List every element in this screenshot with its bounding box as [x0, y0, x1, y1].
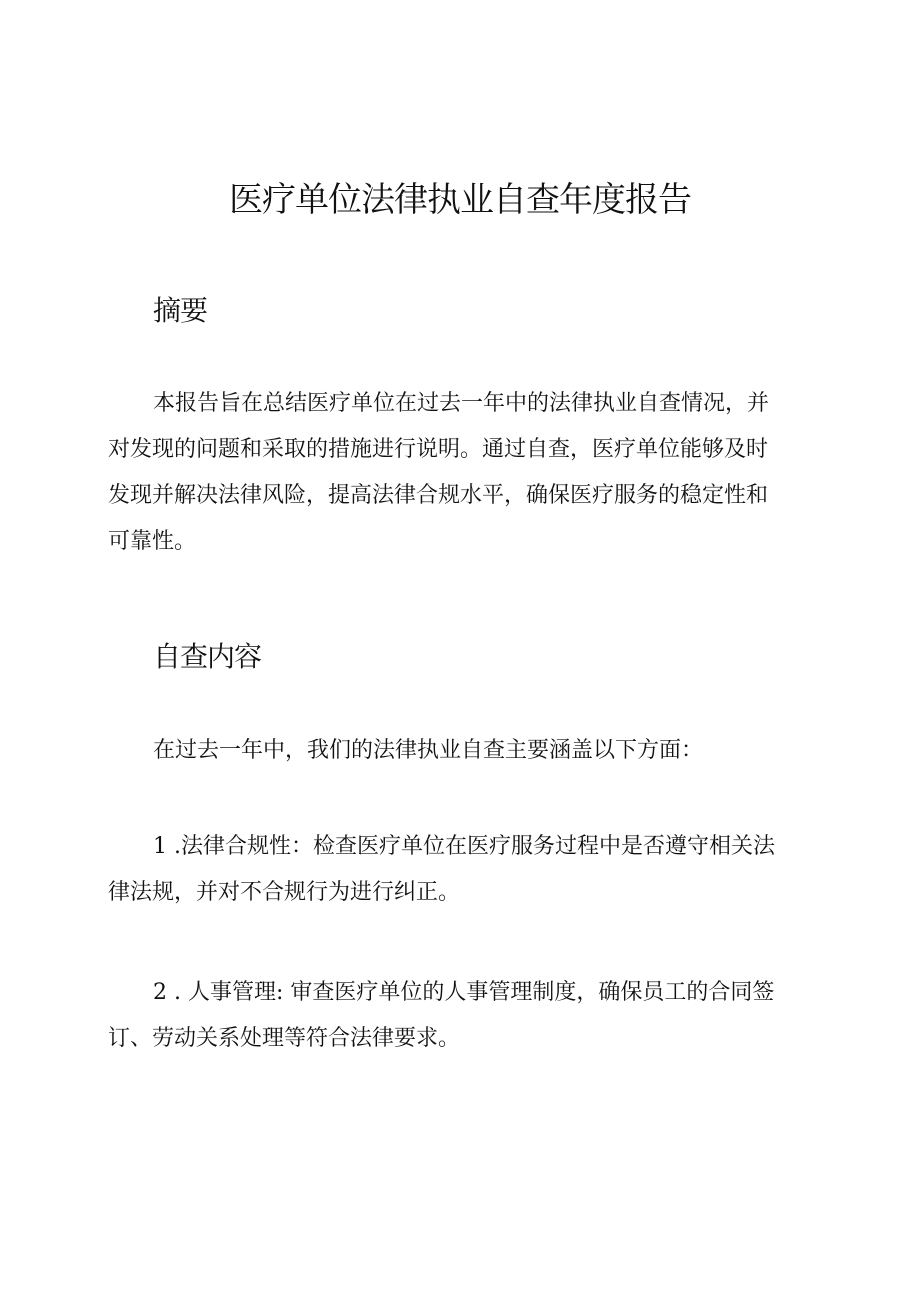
summary-line: 发现并解决法律风险，提高法律合规水平，确保医疗服务的稳定性和: [108, 483, 769, 508]
item-line: 1 .法律合规性：检查医疗单位在医疗服务过程中是否遵守相关法: [153, 834, 775, 859]
summary-line: 可靠性。: [108, 529, 197, 554]
self-check-item-1: [108, 824, 808, 916]
summary-paragraph: [108, 381, 808, 565]
self-check-item-2: [108, 970, 808, 1062]
item-line: 订、劳动关系处理等符合法律要求。: [108, 1026, 461, 1051]
summary-line: 本报告旨在总结医疗单位在过去一年中的法律执业自查情况，并: [153, 391, 770, 416]
summary-heading: 摘要: [153, 294, 208, 327]
intro-line: 在过去一年中，我们的法律执业自查主要涵盖以下方面：: [153, 738, 704, 763]
self-check-heading: 自查内容: [153, 640, 262, 673]
item-line: 律法规，并对不合规行为进行纠正。: [108, 880, 461, 905]
document-title: 医疗单位法律执业自查年度报告: [229, 180, 691, 220]
summary-line: 对发现的问题和采取的措施进行说明。通过自查，医疗单位能够及时: [108, 437, 769, 462]
item-line: 2 . 人事管理: 审查医疗单位的人事管理制度，确保员工的合同签: [153, 980, 775, 1005]
self-check-intro: [108, 728, 808, 774]
